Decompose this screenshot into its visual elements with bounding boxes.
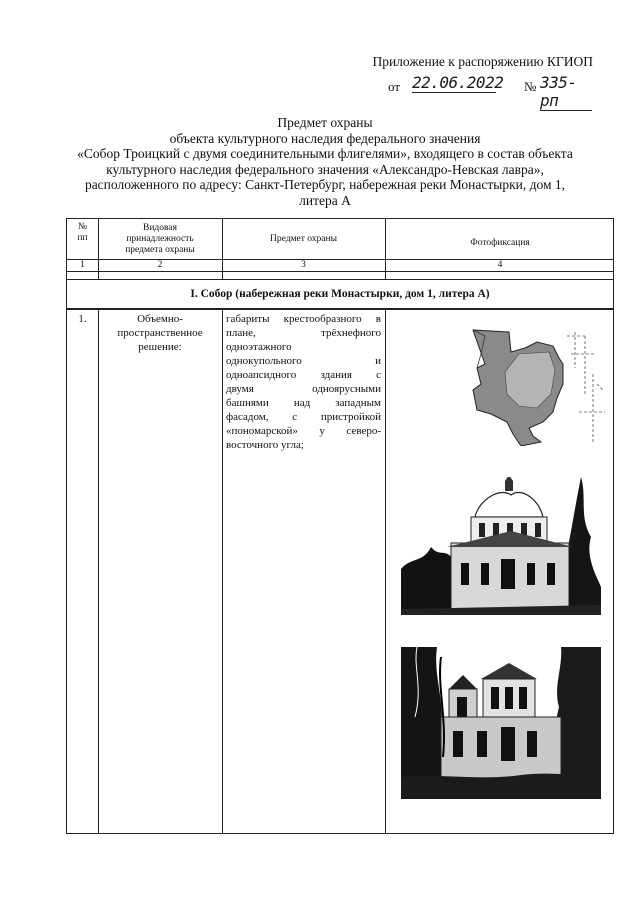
floor-plan-image (467, 324, 607, 446)
decree-number: 335-рп (540, 74, 592, 111)
section-title: I. Собор (набережная реки Монастырки, дом 1, литера А) (190, 288, 490, 300)
header-subject: Предмет охраны (270, 234, 337, 244)
header-kind: Видовая принадлежность предмета охраны (125, 223, 195, 255)
title-line: культурного наследия федерального значения «Александро-Невская лавра», (106, 161, 544, 177)
row-kind: Объемно- пространственное решение: (117, 313, 203, 353)
row-subject: габариты крестообразного в плане, трёхнефного одноэтажного однокупольного и одноапсидного здания с двумя одноярусными башнями над западным фасадом, с пристройкой «пономарской» у северо- восточного угла; (226, 313, 381, 451)
protection-table (66, 218, 614, 834)
title-line: объекта культурного наследия федерального значения (169, 130, 481, 146)
cathedral-photo-towers (401, 647, 601, 799)
title-line: «Собор Троицкий с двумя соединительными флигелями», входящего в состав объекта (77, 146, 573, 161)
document-title (60, 115, 590, 208)
col-number: 3 (301, 260, 306, 270)
cathedral-photo-dome (401, 477, 601, 615)
decree-line (388, 73, 598, 110)
header-num: № пп (77, 222, 88, 243)
number-label: № (524, 79, 537, 94)
title-line: литера А (299, 192, 351, 208)
col-number: 1 (80, 260, 85, 270)
decree-date: 22.06.2022 (412, 73, 504, 92)
col-number: 2 (157, 260, 163, 270)
row-number: 1. (78, 313, 87, 325)
col-number: 4 (497, 260, 503, 270)
header-photo: Фотофиксация (470, 238, 530, 248)
title-line: расположенного по адресу: Санкт-Петербург, набережная реки Монастырки, дом 1, (84, 177, 566, 192)
title-line: Предмет охраны (277, 115, 373, 130)
appendix-header: Приложение к распоряжению КГИОП (372, 54, 593, 69)
from-label: от (388, 79, 401, 94)
